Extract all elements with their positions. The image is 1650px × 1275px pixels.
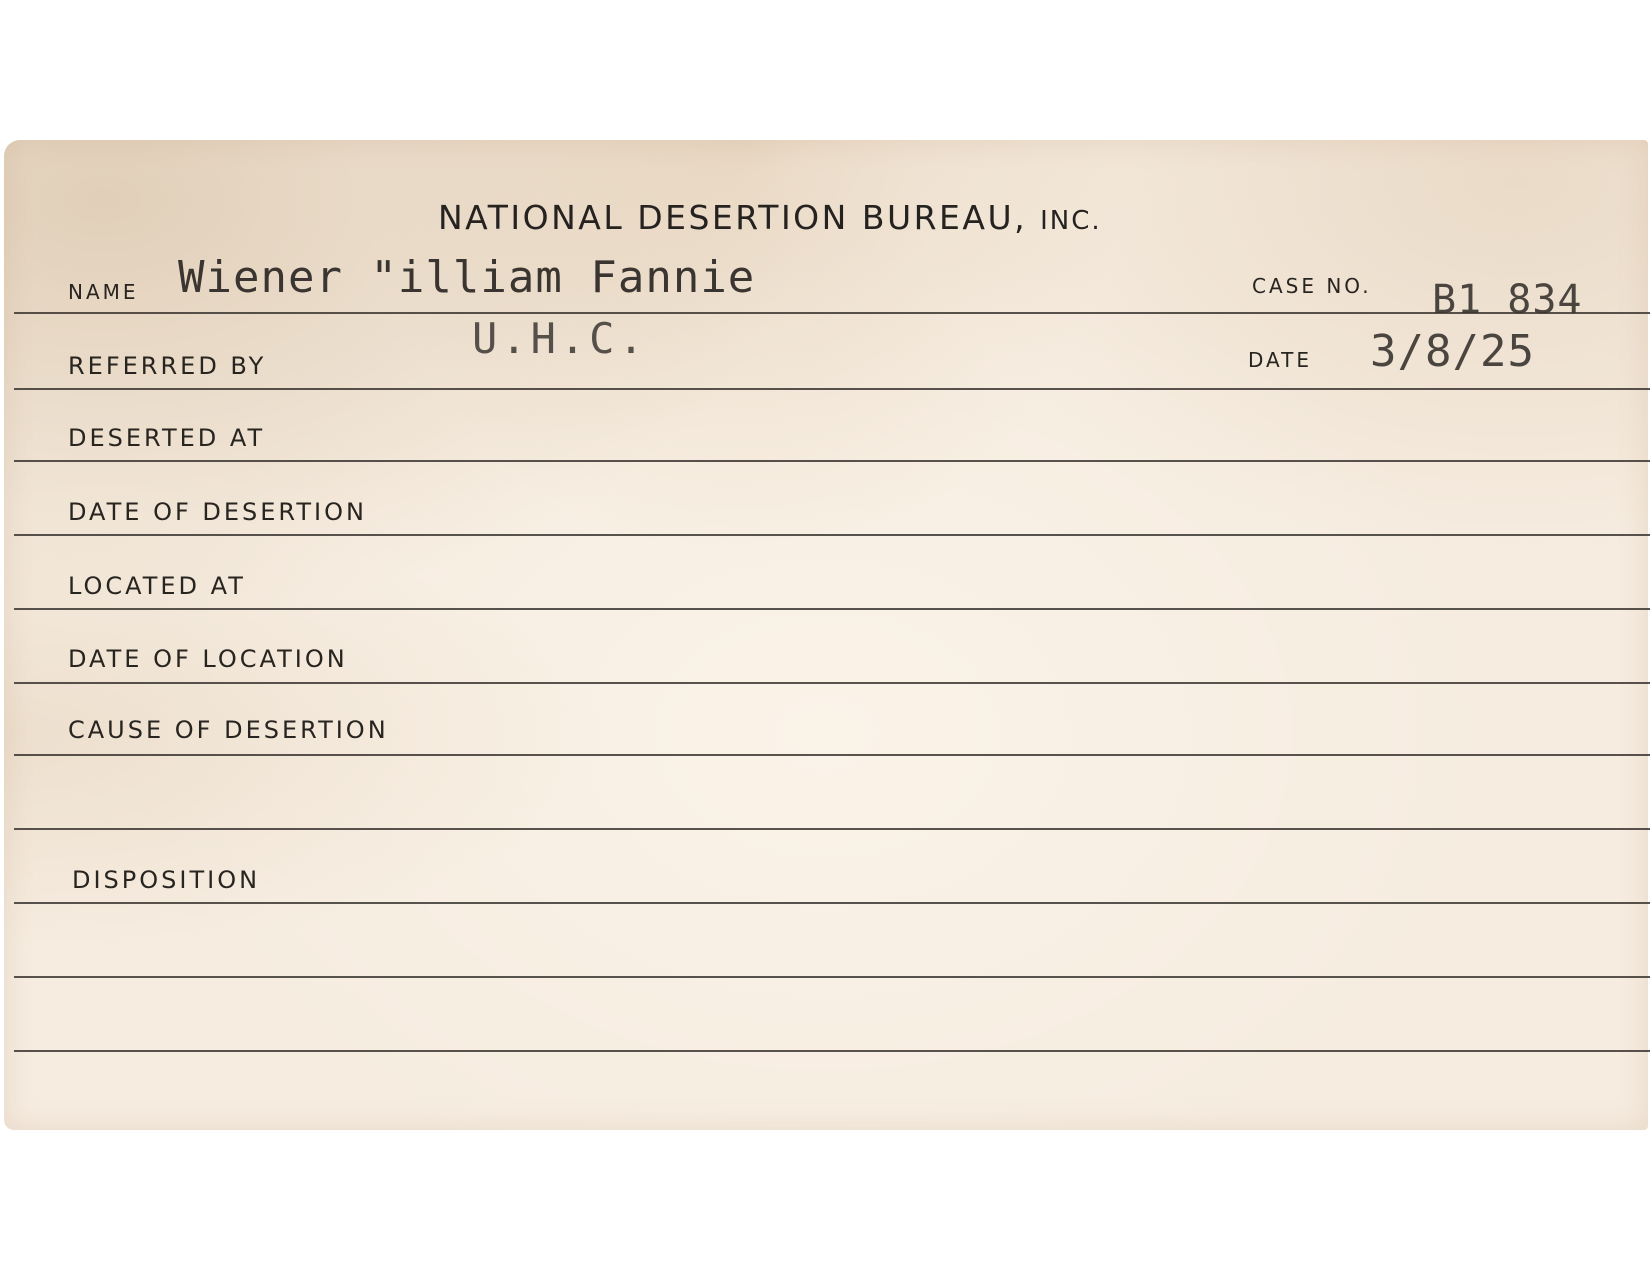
date-of-location-rule <box>14 682 1650 684</box>
located-at-rule <box>14 608 1650 610</box>
blank-rule-2 <box>14 976 1650 978</box>
date-of-desertion-rule <box>14 534 1650 536</box>
referred-by-rule <box>14 388 1650 390</box>
date-of-desertion-label: DATE OF DESERTION <box>68 498 367 526</box>
date-label: DATE <box>1248 348 1313 372</box>
referred-by-label: REFERRED BY <box>68 352 267 380</box>
case-no-value: B1 834 <box>1432 277 1583 323</box>
disposition-label: DISPOSITION <box>72 866 261 894</box>
blank-rule-1 <box>14 828 1650 830</box>
name-value: Wiener "illiam Fannie <box>178 252 756 303</box>
deserted-at-label: DESERTED AT <box>68 424 266 452</box>
date-of-location-label: DATE OF LOCATION <box>68 645 348 673</box>
date-value: 3/8/25 <box>1370 326 1535 377</box>
card-title <box>438 198 1102 237</box>
card-title-suffix: INC. <box>1040 206 1102 236</box>
located-at-label: LOCATED AT <box>68 572 246 600</box>
blank-rule-3 <box>14 1050 1650 1052</box>
name-label: NAME <box>68 280 139 304</box>
referred-by-value: U.H.C. <box>472 314 648 363</box>
cause-of-desertion-rule <box>14 754 1650 756</box>
case-no-label: CASE NO. <box>1252 274 1372 298</box>
name-rule <box>14 312 1650 314</box>
deserted-at-rule <box>14 460 1650 462</box>
card-title-main: NATIONAL DESERTION BUREAU, <box>438 198 1028 237</box>
disposition-rule <box>14 902 1650 904</box>
cause-of-desertion-label: CAUSE OF DESERTION <box>68 716 389 744</box>
